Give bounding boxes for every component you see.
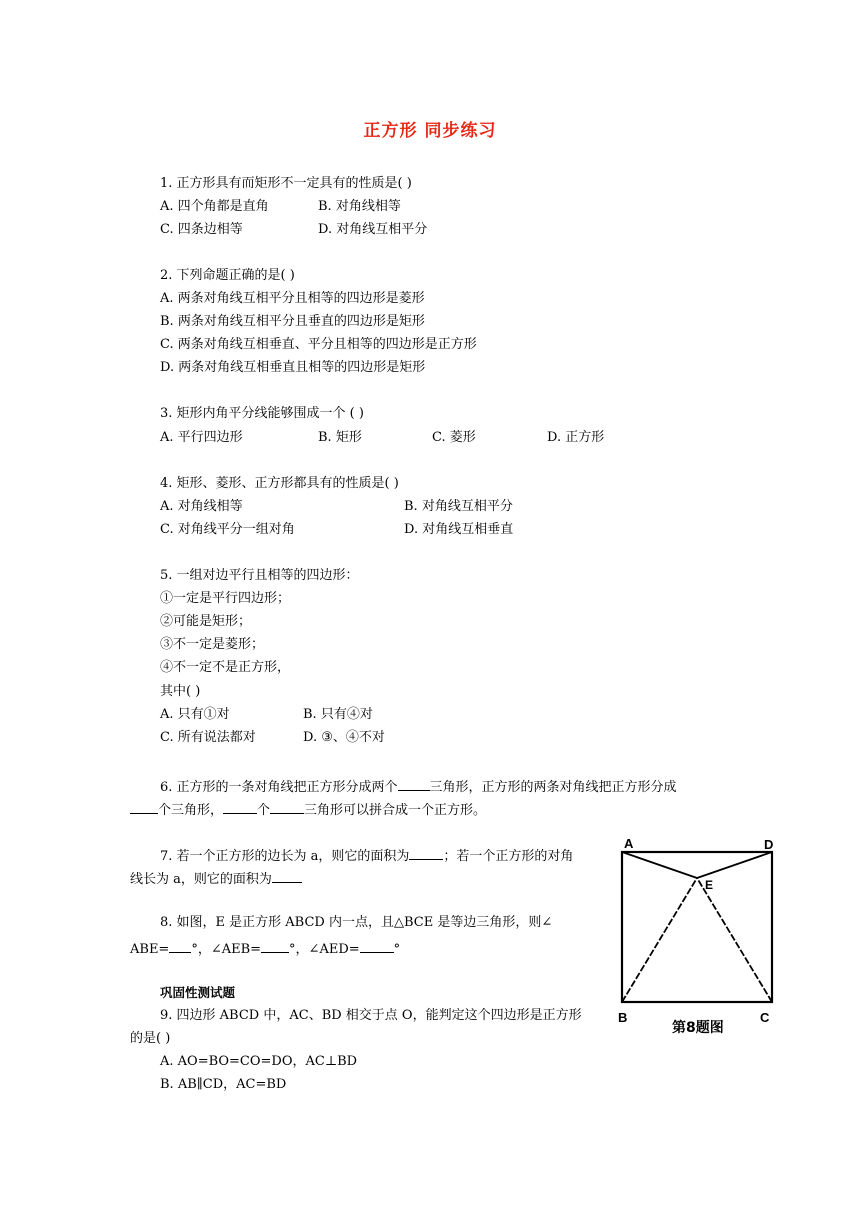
q1-option-d: D. 对角线互相平分 [318,222,428,237]
square-figure [612,834,784,1044]
q6-blank-1[interactable] [398,777,430,791]
q6-text-2: 三角形，正方形的两条对角线把正方形分成 [429,780,677,795]
q8-text-5: ° [393,942,401,957]
q1-option-a: A. 四个角都是直角 [160,199,269,214]
q3-option-d: D. 正方形 [547,430,605,445]
q2-option-b: B. 两条对角线互相平分且垂直的四边形是矩形 [160,314,425,329]
segment-ae [622,852,697,878]
q3-option-a: A. 平行四边形 [160,430,243,445]
q9-line-2: 的是( ) [130,1031,171,1046]
q5-statement-1: ①一定是平行四边形； [160,591,291,606]
q8-blank-1[interactable] [169,939,191,953]
q8-blank-3[interactable] [360,939,394,953]
q6-blank-2[interactable] [130,800,158,814]
q2-option-a: A. 两条对角线互相平分且相等的四边形是菱形 [160,291,425,306]
q6-text-3: 个三角形， [158,803,224,818]
page-title: 正方形 同步练习 [363,121,497,141]
q5-statement-4: ④不一定不是正方形， [160,660,291,675]
section-heading: 巩固性测试题 [160,985,236,1000]
q4-option-d: D. 对角线互相垂直 [404,522,514,537]
q7-text-3: 线长为 a，则它的面积为 [130,872,272,887]
q7-line-1 [160,846,573,865]
label-c: C [760,1010,770,1025]
q8-line-2 [130,939,400,958]
q6-text-5: 三角形可以拼合成一个正方形。 [304,803,487,818]
q6-blank-3[interactable] [223,800,257,814]
q8-line-1: 8. 如图，E 是正方形 ABCD 内一点，且△BCE 是等边三角形，则∠ [160,915,553,930]
q4-stem: 4. 矩形、菱形、正方形都具有的性质是( ) [160,476,399,491]
q4-option-b: B. 对角线互相平分 [404,499,513,514]
q2-option-d: D. 两条对角线互相垂直且相等的四边形是矩形 [160,360,426,375]
q5-ask: 其中( ) [160,684,201,699]
q3-option-b: B. 矩形 [318,430,362,445]
q7-blank-2[interactable] [272,869,302,883]
q5-option-c: C. 所有说法都对 [160,730,256,745]
q3-stem: 3. 矩形内角平分线能够围成一个 ( ) [160,406,364,421]
q6-line-1 [160,777,677,796]
q5-stem: 5. 一组对边平行且相等的四边形： [160,568,359,583]
label-a: A [624,836,634,851]
q7-text-2: ；若一个正方形的对角 [443,849,574,864]
q5-option-d: D. ③、④不对 [303,730,385,745]
q5-option-a: A. 只有①对 [160,707,230,722]
q8-text-2: ABE= [130,942,170,957]
q6-text-1: 6. 正方形的一条对角线把正方形分成两个 [160,780,398,795]
q9-line-1: 9. 四边形 ABCD 中，AC、BD 相交于点 O，能判定这个四边形是正方形 [160,1008,582,1023]
q1-option-c: C. 四条边相等 [160,222,243,237]
q7-line-2 [130,869,302,888]
q7-text-1: 7. 若一个正方形的边长为 a，则它的面积为 [160,849,410,864]
q4-option-c: C. 对角线平分一组对角 [160,522,295,537]
segment-de [697,852,772,878]
q5-option-b: B. 只有④对 [303,707,373,722]
segment-be [622,878,697,1002]
q4-option-a: A. 对角线相等 [160,499,243,514]
q5-statement-3: ③不一定是菱形； [160,637,265,652]
q7-blank-1[interactable] [409,846,443,860]
q9-option-a: A. AO=BO=CO=DO，AC⊥BD [160,1054,358,1069]
q6-blank-4[interactable] [270,800,304,814]
q6-line-2 [130,800,486,819]
figure-caption: 第8题图 [672,1020,724,1036]
q8-blank-2[interactable] [261,939,289,953]
q1-option-b: B. 对角线相等 [318,199,401,214]
q6-text-4: 个 [257,803,271,818]
q3-option-c: C. 菱形 [432,430,476,445]
label-d: D [764,837,774,852]
segment-ce [697,878,772,1002]
label-e: E [705,878,714,892]
q1-stem: 1. 正方形具有而矩形不一定具有的性质是( ) [160,176,412,191]
label-b: B [618,1010,628,1025]
q8-text-3: °，∠AEB= [191,942,262,957]
q2-option-c: C. 两条对角线互相垂直、平分且相等的四边形是正方形 [160,337,477,352]
q2-stem: 2. 下列命题正确的是( ) [160,268,295,283]
q5-statement-2: ②可能是矩形； [160,614,252,629]
q8-text-4: °，∠AED= [289,942,360,957]
q9-option-b: B. AB∥CD，AC=BD [160,1077,287,1092]
square-abcd [622,852,772,1002]
